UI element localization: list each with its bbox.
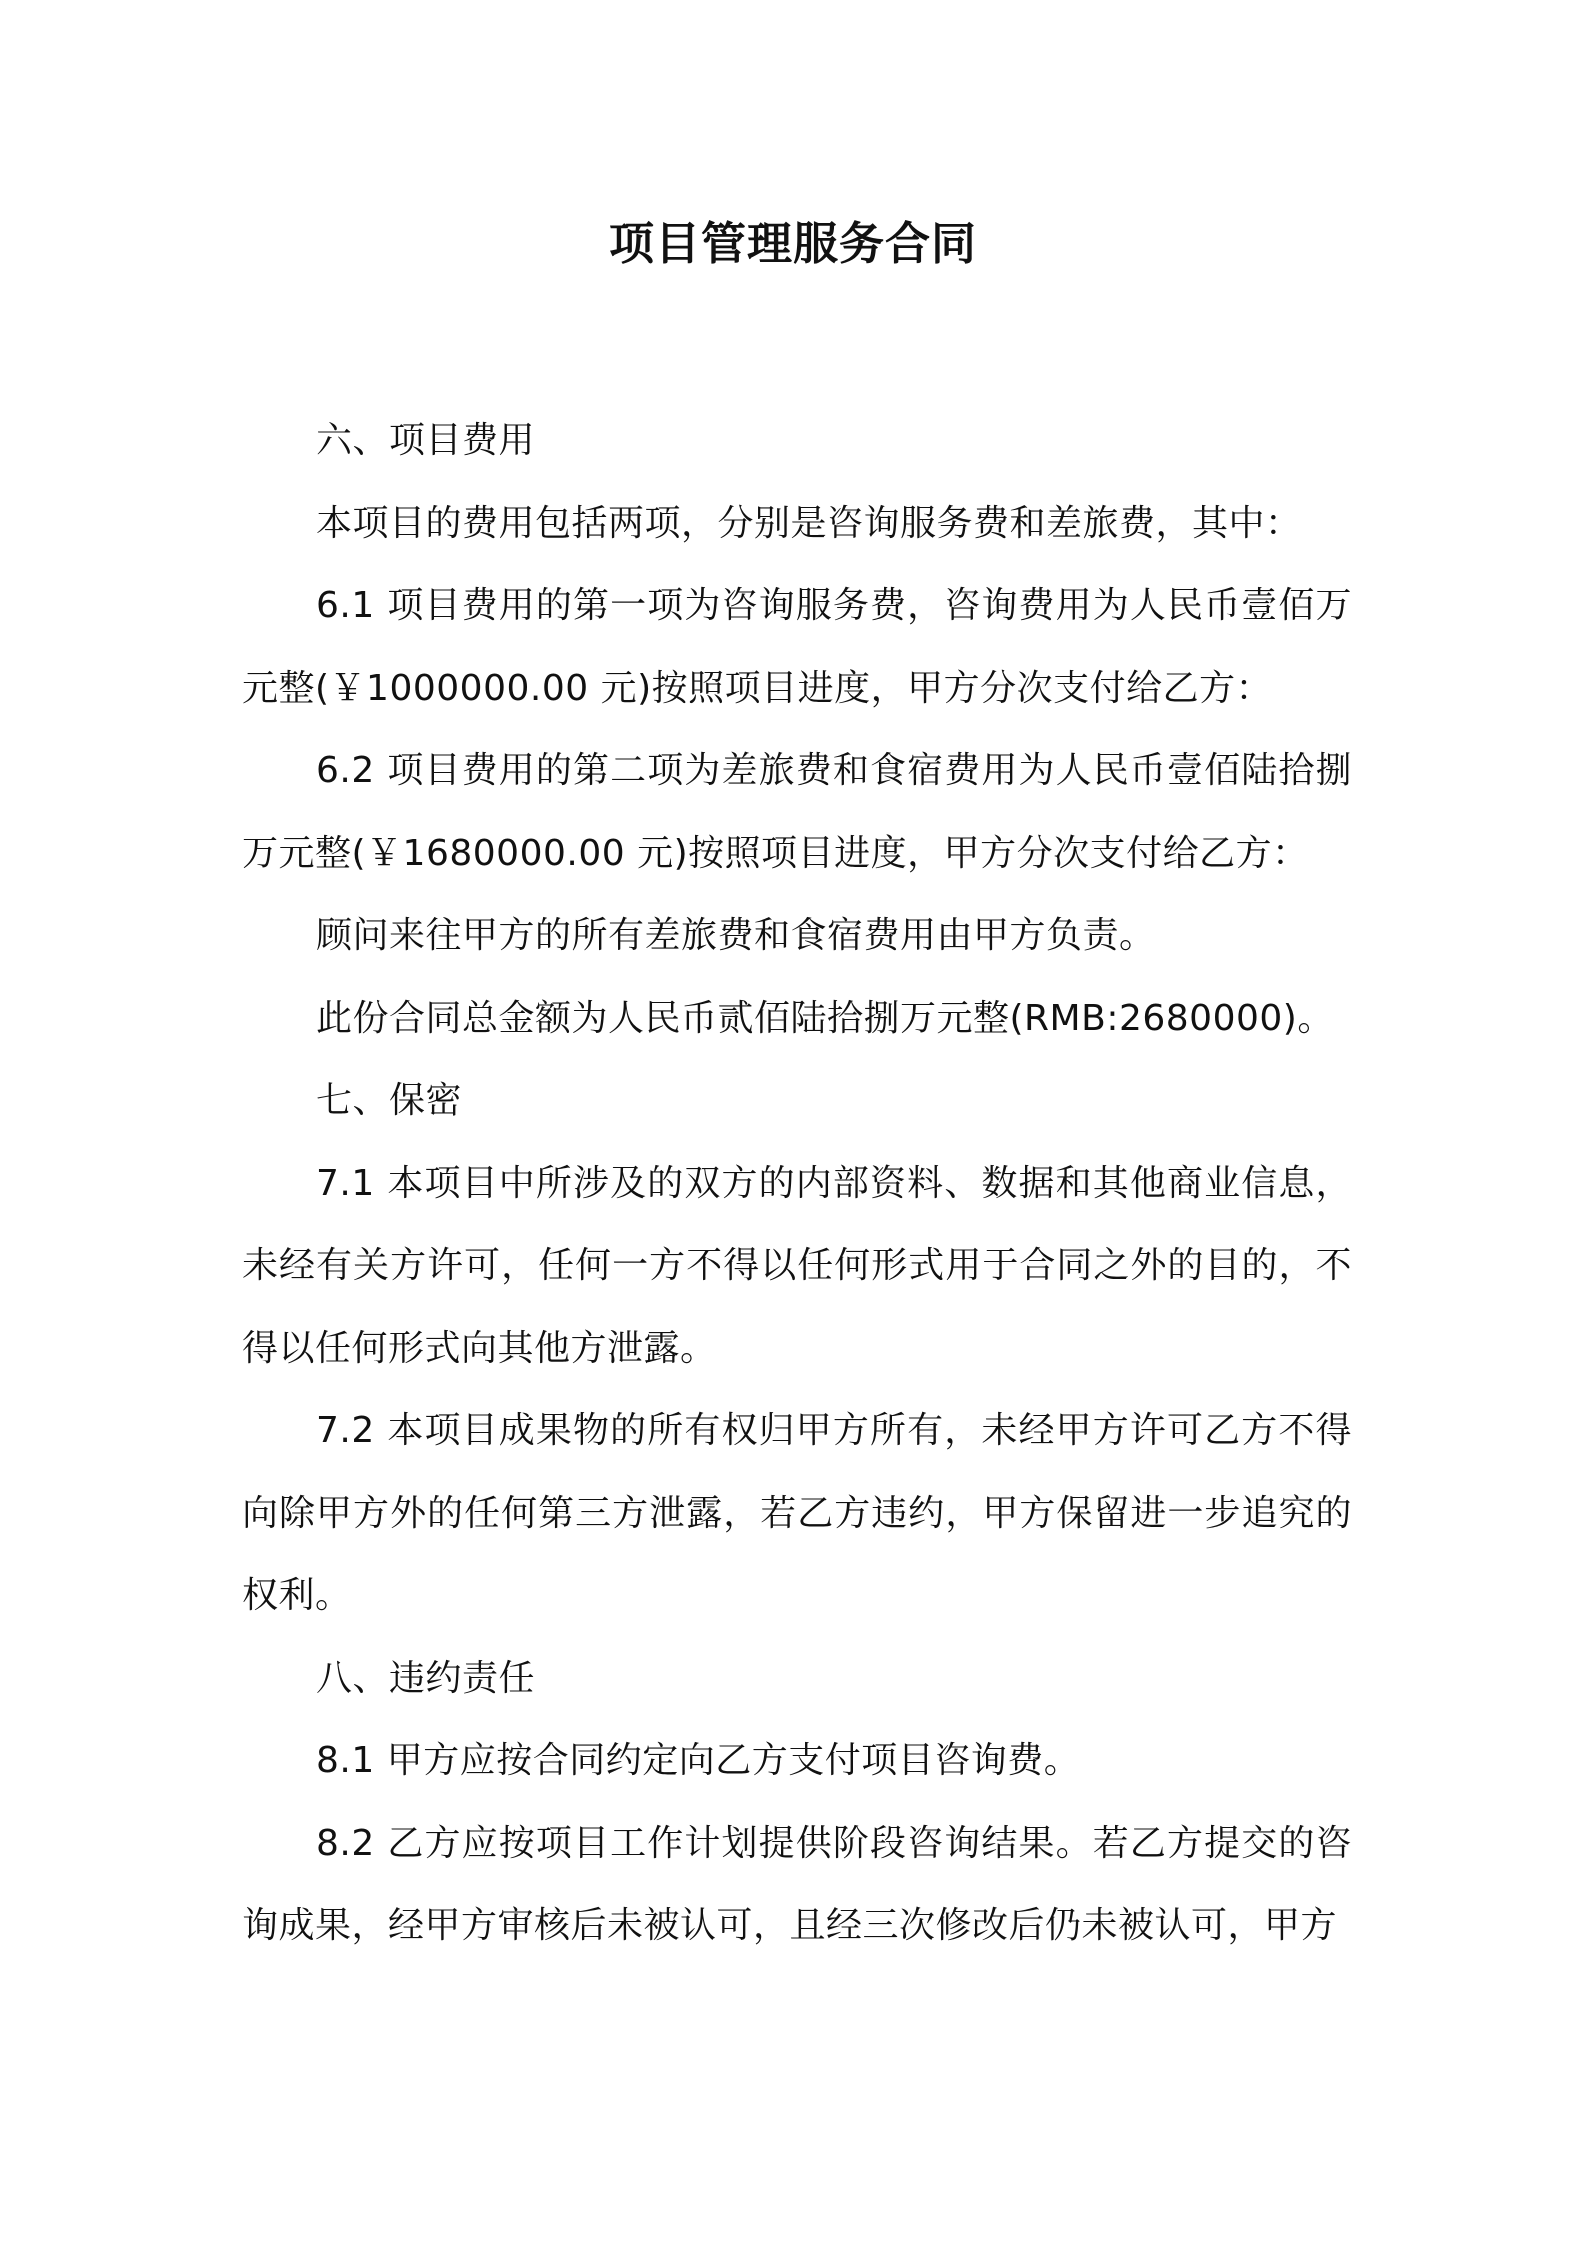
section-heading-confidentiality: 七、保密 bbox=[316, 1080, 463, 1121]
paragraph-clause-8-2: 8.2 乙方应按项目工作计划提供阶段咨询结果。若乙方提交的咨询成果，经甲方审核后未被认可，且经三次修改后仍未被认可，甲方 bbox=[242, 1822, 1352, 1946]
paragraph-clause-7-1: 7.1 本项目中所涉及的双方的内部资料、数据和其他商业信息，未经有关方许可，任何一方不得以任何形式用于合同之外的目的，不得以任何形式向其他方泄露。 bbox=[242, 1162, 1352, 1369]
section-heading-breach: 八、违约责任 bbox=[316, 1657, 536, 1699]
paragraph-total-amount: 此份合同总金额为人民币贰佰陆拾捌万元整(RMB:2680000)。 bbox=[316, 997, 1334, 1039]
section-heading-fees: 六、项目费用 bbox=[316, 420, 536, 461]
paragraph-clause-6-2: 6.2 项目费用的第二项为差旅费和食宿费用为人民币壹佰陆拾捌万元整(￥1680000.00 元)按照项目进度，甲方分次支付给乙方： bbox=[242, 750, 1352, 874]
paragraph-travel-expenses: 顾问来往甲方的所有差旅费和食宿费用由甲方负责。 bbox=[316, 915, 1156, 956]
document-title: 项目管理服务合同 bbox=[608, 217, 977, 270]
paragraph-clause-7-2: 7.2 本项目成果物的所有权归甲方所有，未经甲方许可乙方不得向除甲方外的任何第三方泄露，若乙方违约，甲方保留进一步追究的权利。 bbox=[242, 1410, 1352, 1616]
document-body bbox=[242, 400, 1352, 1968]
paragraph-fees-intro: 本项目的费用包括两项，分别是咨询服务费和差旅费，其中： bbox=[316, 502, 1302, 544]
paragraph-clause-8-1: 8.1 甲方应按合同约定向乙方支付项目咨询费。 bbox=[316, 1740, 1081, 1781]
paragraph-clause-6-1: 6.1 项目费用的第一项为咨询服务费，咨询费用为人民币壹佰万元整(￥1000000.00 元)按照项目进度，甲方分次支付给乙方： bbox=[242, 585, 1352, 709]
